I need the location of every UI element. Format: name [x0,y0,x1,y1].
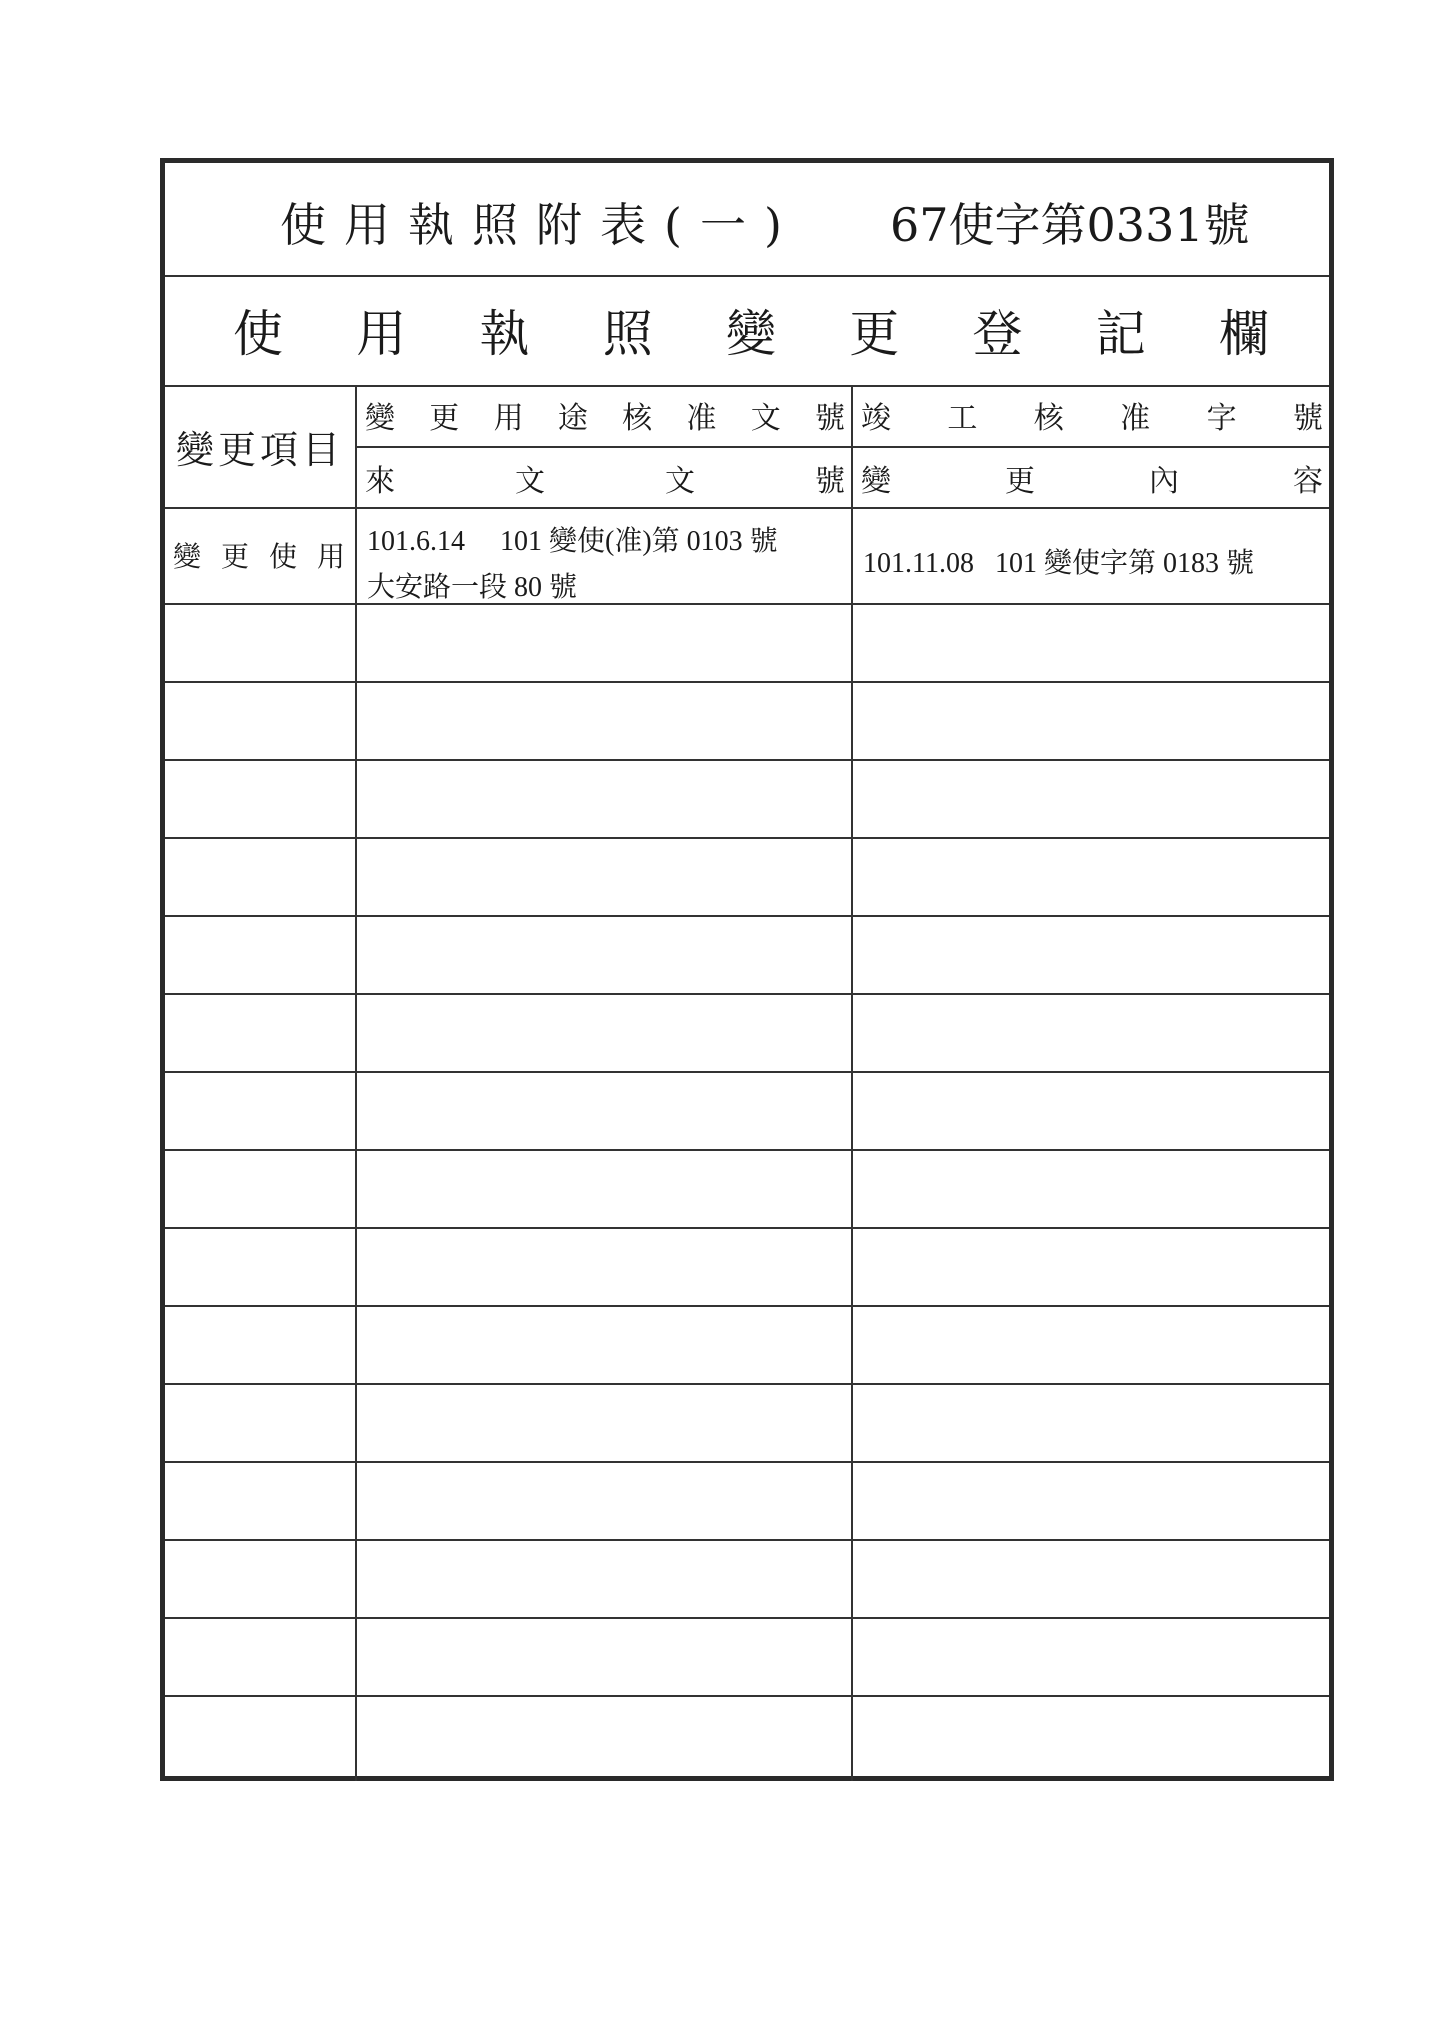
header-char: 核 [622,401,653,436]
header-char: 更 [429,401,460,436]
section-title-row [165,275,1329,387]
row-line [165,1305,1329,1307]
entry-item-char: 用 [316,540,345,573]
row-line [165,1539,1329,1541]
header-char: 文 [515,464,545,499]
header-char: 更 [1005,464,1035,499]
header-char: 核 [1033,401,1064,436]
header-char: 准 [1120,401,1151,436]
header-char: 字 [1206,401,1237,436]
header-approval-doc-no [357,385,851,445]
header-char: 容 [1293,464,1323,499]
header-change-item: 變更項目 [175,427,344,472]
entry-completion-doc: 101.11.08 101 變使字第 0183 號 [863,548,1254,579]
section-title-char: 照 [602,305,653,363]
form-title-row [165,163,1329,277]
entry-item-char: 使 [268,540,297,573]
row-line [165,1695,1329,1697]
header-char: 途 [557,401,588,436]
header-char: 文 [665,464,695,499]
entry-item [165,507,355,603]
row-line [165,1617,1329,1619]
section-title-char: 更 [849,305,900,363]
entry-item-char: 更 [220,540,249,573]
form-title: 使用執照附表(一) [280,198,800,252]
row-line [165,993,1329,995]
row-line [165,603,1329,605]
column-divider-2 [851,385,853,1781]
row-line [165,837,1329,839]
header-char: 號 [814,401,845,436]
header-completion-approval-no [853,385,1329,445]
header-char: 內 [1149,464,1179,499]
row-line [165,1071,1329,1073]
section-title-char: 欄 [1219,305,1269,363]
header-char: 變 [861,464,891,499]
section-title-char: 登 [972,305,1023,363]
section-title-char: 使 [233,305,283,363]
header-char: 文 [750,401,781,436]
row-line [165,759,1329,761]
header-char: 竣 [861,401,891,436]
header-char: 號 [815,464,845,499]
row-line [165,1461,1329,1463]
row-line [165,1383,1329,1385]
row-line [165,1149,1329,1151]
header-char: 准 [686,401,717,436]
header-char: 號 [1292,401,1323,436]
entry-address: 大安路一段 80 號 [367,572,578,603]
entry-approval-doc: 101.6.14 101 變使(准)第 0103 號 [367,526,778,557]
row-line [165,915,1329,917]
header-char: 工 [947,401,978,436]
row-line [165,1227,1329,1229]
column-divider-1 [355,385,357,1781]
section-title-char: 用 [356,305,407,363]
row-line [165,681,1329,683]
section-title-char: 記 [1095,305,1146,363]
entry-item-char: 變 [173,540,202,573]
header-change-content [853,448,1329,508]
section-title-char: 執 [479,305,530,363]
section-title [233,275,1269,385]
license-number: 67使字第0331號 [890,198,1250,252]
header-incoming-doc-no [357,448,851,508]
header-char: 變 [365,401,395,436]
header-char: 用 [493,401,524,436]
section-title-char: 變 [726,305,776,363]
usage-license-form [160,158,1334,1781]
header-char: 來 [365,464,395,499]
